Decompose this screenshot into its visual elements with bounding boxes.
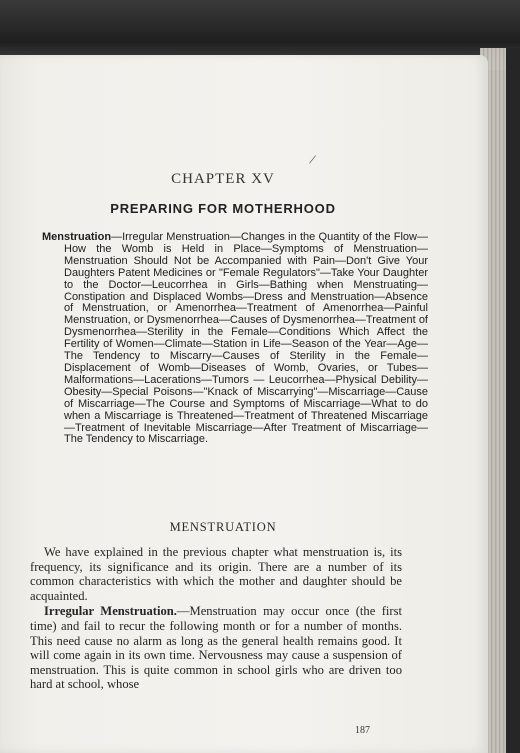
page-content: [0, 55, 488, 753]
body-text: [30, 545, 402, 693]
synopsis-lead: Menstruation: [42, 231, 112, 243]
margin-mark: /: [307, 152, 317, 169]
chapter-heading: CHAPTER XV: [171, 171, 275, 187]
synopsis-text: —Irregular Menstruation—Changes in the Quantity of the Flow—How the Womb is Held in Place—Symptoms of Menstruation—Menstruation Should Not be Accompanied with Pain—Don't Give Your Daughters Patent Medicines or "Female Regulators"—Take Your Daughter to the Doctor—Leucorrhea in Girls—Bathing when Menstruating—Constipation and Displaced Wombs—Dress and Menstruation—Absence of Menstruation, or Amenorrhea—Treatment of Amenorrhea—Painful Menstruation, or Dysmenorrhea—Causes of Dysmenorrhea—Treatment of Dysmenorrhea—Sterility in the Female—Conditions Which Affect the Fertility of Women—Climate—Station in Life—Season of the Year—Age—The Tendency to Miscarry—Causes of Sterility in the Female—Displacement of Womb—Diseases of Womb, Ovaries, or Tubes—Malformations—Lacerations—Tumors — Leucorrhea—Physical Debility—Obesity—Special Poisons—"Knack of Miscarrying"—Miscarriage—Cause of Miscarriage—The Course and Symptoms of Miscarriage—What to do when a Miscarriage is Threatened—Treatment of Threatened Miscarriage—Treatment of Inevitable Miscarriage—After Treatment of Miscarriage—The Tendency to Miscarriage.: [64, 231, 428, 446]
page-number: 187: [355, 725, 370, 736]
paragraph: We have explained in the previous chapter what menstruation is, its frequency, its significance and its origin. There are a number of its common characteristics with which the mother and daughter should be acquainted.: [30, 545, 402, 603]
paragraph-text: —Menstruation may occur once (the first time) and fail to recur the following month or for a number of months. This need cause no alarm as long as the general health remains good. It will come again in its own time. Nervousness may cause a suspension of menstruation. This is quite common in school girls who are driven too hard at school, whose: [30, 604, 402, 692]
section-heading: MENSTRUATION: [169, 520, 277, 534]
chapter-title: PREPARING FOR MOTHERHOOD: [110, 201, 336, 216]
run-in-heading: Irregular Menstruation.: [44, 604, 177, 619]
book-page: [0, 55, 488, 753]
book-edge-shadow: [506, 48, 520, 753]
paragraph: [30, 604, 402, 692]
chapter-synopsis: [42, 232, 428, 446]
